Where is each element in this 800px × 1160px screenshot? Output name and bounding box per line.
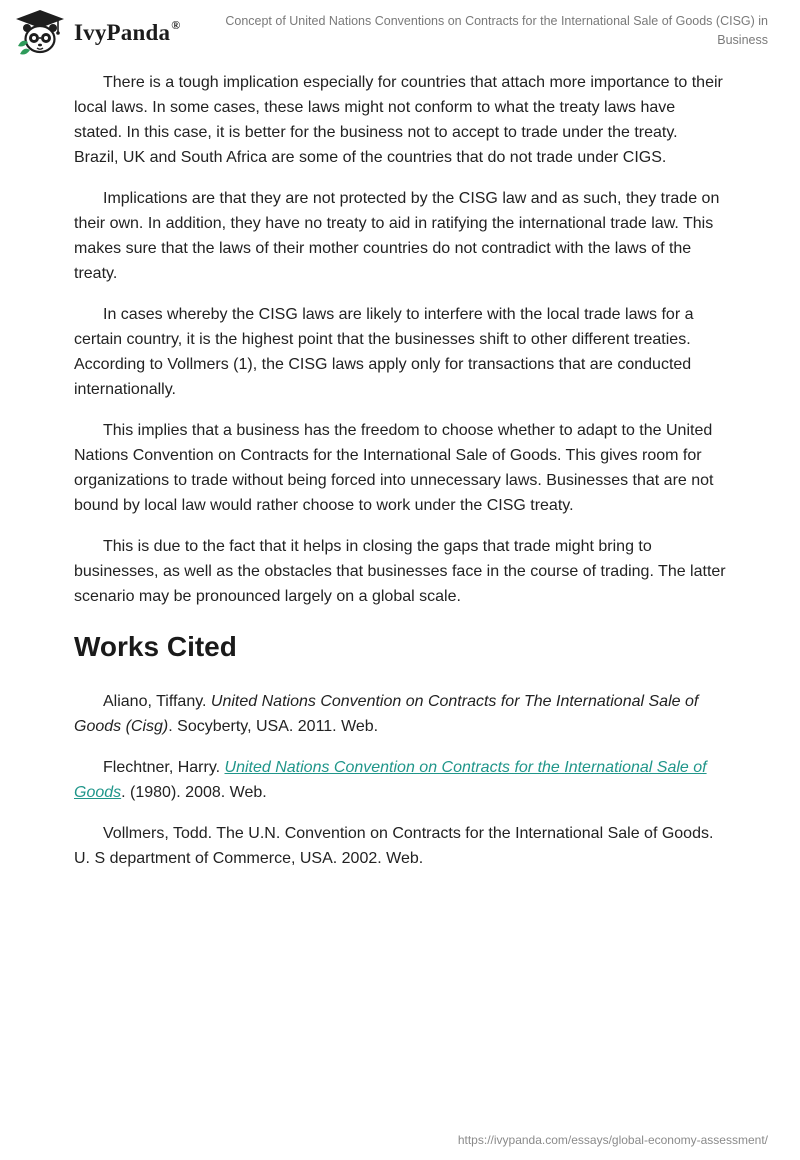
source-url-link[interactable]: https://ivypanda.com/essays/global-economy-assessment/ [457, 1133, 768, 1147]
registered-mark: ® [171, 18, 181, 32]
ref-author: Flechtner, Harry. [103, 759, 225, 776]
panda-graduate-icon [14, 8, 66, 58]
essay-body [74, 70, 726, 887]
ref-title: United Nations Convention on Contracts for The International Sale of Goods (Cisg) [74, 693, 699, 735]
ref-details: . (1980). 2008. Web. [121, 784, 267, 801]
paragraph: In cases whereby the CISG laws are likely to interfere with the local trade laws for a certain country, it is the highest point that the businesses shift to other different treaties. According to Vollmers (1), the CISG laws apply only for transactions that are conducted internationally. [74, 306, 694, 398]
paragraph: There is a tough implication especially for countries that attach more importance to their local laws. In some cases, these laws might not conform to what the treaty laws have stated. In this case, it is better for the business not to accept to trade under the treaty. Brazil, UK and South Africa are some of the countries that do not trade under CIGS. [74, 74, 723, 166]
works-cited-heading: Works Cited [74, 631, 237, 662]
brand-name: IvyPanda® [74, 18, 181, 45]
reference-aliano [74, 689, 726, 739]
paragraph: This implies that a business has the freedom to choose whether to adapt to the United Nations Convention on Contracts for the International Sale of Goods. This gives room for organizations to trade without being forced into unnecessary laws. Businesses that are not bound by local law would rather choose to work under the CISG treaty. [74, 422, 714, 514]
paragraph: This is due to the fact that it helps in closing the gaps that trade might bring to businesses, as well as the obstacles that businesses face in the course of trading. The latter scenario may be pronounced largely on a global scale. [74, 538, 726, 605]
ref-details: . Socyberty, USA. 2011. Web. [168, 718, 379, 735]
reference-flechtner [74, 755, 726, 805]
reference-vollmers: Vollmers, Todd. The U.N. Convention on Contracts for the International Sale of Goods. U. S department of Commerce, USA. 2002. Web. [74, 825, 714, 867]
paragraph: Implications are that they are not protected by the CISG law and as such, they trade on their own. In addition, they have no treaty to aid in ratifying the international trade law. This makes sure that the laws of their mother countries do not contradict with the laws of the treaty. [74, 190, 720, 282]
ref-title-link[interactable]: United Nations Convention on Contracts for the International Sale of Goods [74, 759, 707, 801]
page-header [0, 0, 800, 64]
document-title: Concept of United Nations Conventions on Contracts for the International Sale of Goods (CISG) in Business [225, 14, 768, 47]
ref-author: Aliano, Tiffany. [103, 693, 211, 710]
brand-logo[interactable] [14, 8, 180, 58]
